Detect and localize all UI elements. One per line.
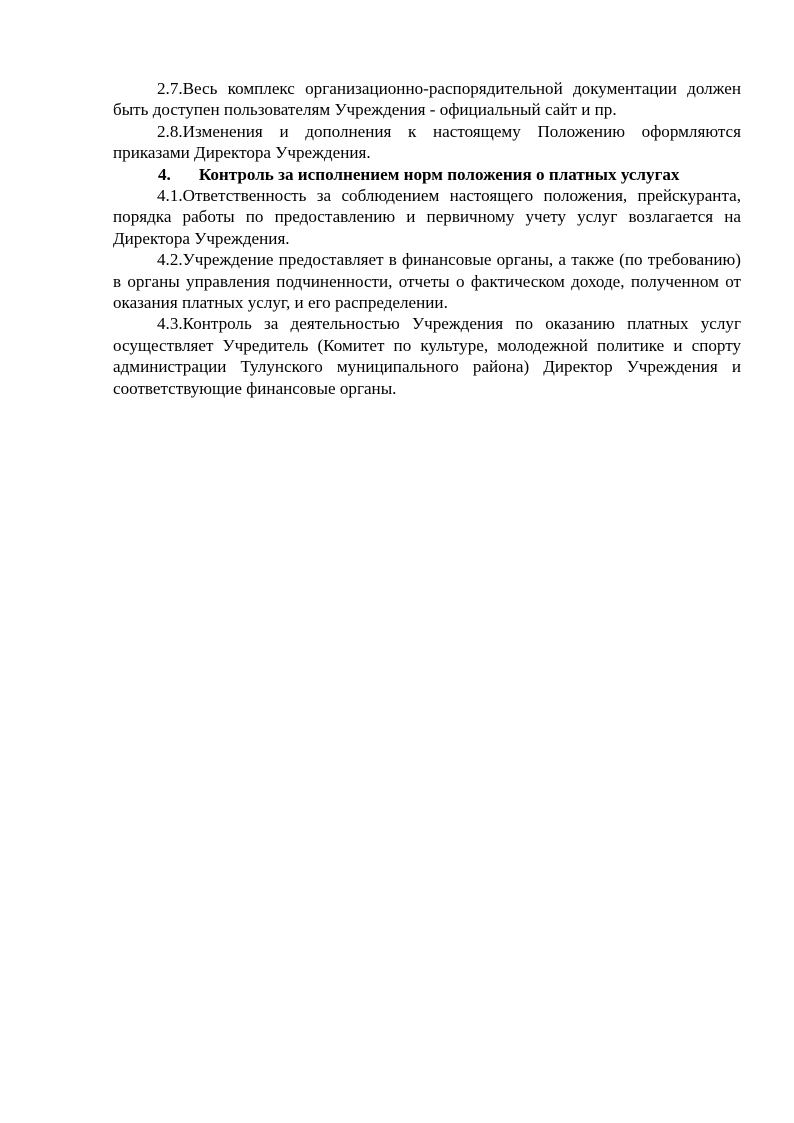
paragraph-number: 2.7. — [157, 79, 183, 98]
paragraph-4-1 — [113, 185, 741, 249]
section-heading-4 — [113, 164, 741, 185]
paragraph-number: 4.2. — [157, 250, 183, 270]
paragraph-number: 2.8. — [157, 121, 183, 141]
paragraph-text: Ответственность за соблюдением настоящего положения, прейскуранта, порядка работы по предоставлению и первичному учету услуг возлагается на Директора Учреждения. — [113, 186, 741, 248]
paragraph-4-2 — [113, 249, 741, 313]
paragraph-4-3 — [113, 313, 741, 399]
paragraph-number: 4.3. — [157, 314, 183, 334]
section-heading-text: Контроль за исполнением норм положения о платных услугах — [198, 164, 680, 184]
paragraph-2-7 — [113, 78, 741, 121]
paragraph-text: Учреждение предоставляет в финансовые органы, а также (по требованию) в органы управления подчиненности, отчеты о фактическом доходе, полученном от оказания платных услуг, и его распределении. — [113, 250, 741, 313]
paragraph-text: Весь комплекс организационно-распорядительной документации должен быть доступен пользователям Учреждения - официальный сайт и пр. — [113, 79, 741, 120]
section-number: 4. — [158, 164, 171, 184]
document-body — [113, 78, 741, 399]
paragraph-2-8 — [113, 121, 741, 164]
paragraph-text: Контроль за деятельностью Учреждения по оказанию платных услуг осуществляет Учредитель (Комитет по культуре, молодежной политике и спорту администрации Тулунского муниципального района) Директор Учреждения и соответствующие финансовые органы. — [113, 314, 741, 398]
paragraph-text: Изменения и дополнения к настоящему Положению оформляются приказами Директора Учреждения. — [113, 121, 741, 163]
paragraph-number: 4.1. — [157, 186, 183, 206]
